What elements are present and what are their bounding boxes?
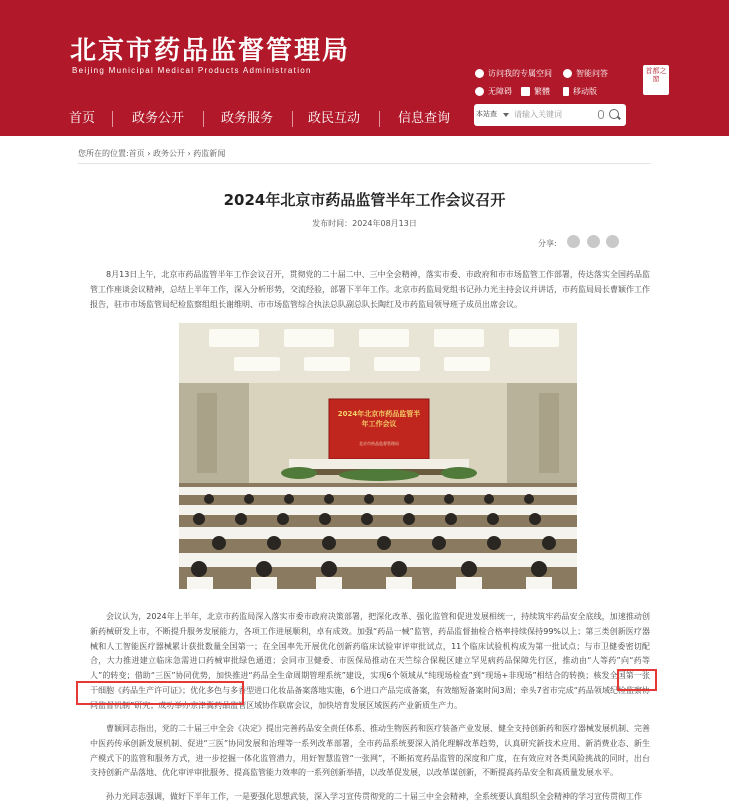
meeting-photo: [179, 323, 577, 589]
weibo-icon[interactable]: [587, 235, 600, 248]
article-paragraph-4: 孙力光同志强调，做好下半年工作，一是要强化思想武装，深入学习宣传贯彻党的二十届三中全会精神，全系统要认真组织全会精神的学习宣传贯彻工作: [106, 792, 642, 801]
favorite-icon[interactable]: [606, 235, 619, 248]
meeting-photo-illustration: [179, 323, 577, 589]
site-title[interactable]: 北京市药品监督管理局: [70, 36, 351, 66]
traditional-chinese-link[interactable]: 繁體: [521, 86, 550, 97]
chevron-down-icon[interactable]: [503, 113, 509, 117]
nav-divider: [292, 111, 293, 127]
capital-window-logo[interactable]: 首都之窗: [643, 65, 669, 95]
nav-divider: [112, 111, 113, 127]
search-box: [474, 104, 626, 126]
article-paragraph-2: 会议认为，2024年上半年，北京市药监局深入落实市委市政府决策部署，把深化改革、强化监管和促进发展相统一，持续筑牢药品安全底线，加速推动创新药械研发上市，不断提升服务发展能力，各项工作进展顺利，卓有成效。加强“药品一械”监管，药品监督抽检合格率持续保持99%以上；第三类创新医疗器械和人工智能医疗器械累计获批数量全国第一；在全国率先开展优化创新药临床试验审评审批试点，11个临床试验机构成为第一批试点；与市卫健委密切配合，大力推进建立临床急需进口药械审批绿色通道；会同市卫健委、市医保局推动在天竺综合保税区建立罕见病药品保障先行区，推动由“人等药”向“药等人”的转变；借助“三医”协同优势，加快推进“药品全生命周期管理系统”建设，实现6个领域从“纯现场检查”到“现场+非现场”相结合的转换；核发全国第一张干细胞《药品生产许可证》；优化多色与多香型进口化妆品备案落地实施，6个进口产品完成备案，有效缩短备案时间3周；牵头7省市完成“药品领域纪检监察协同监督机制”研究；成功举办京津冀药品监管区域协作联席会议，加快培育发展区域医药产业新质生产力。: [90, 612, 650, 710]
breadcrumb[interactable]: 您所在的位置:首页 › 政务公开 › 药监新闻: [78, 149, 226, 158]
user-icon: [475, 69, 484, 78]
highlight-box: [76, 681, 244, 705]
traditional-icon: [521, 87, 530, 96]
article-paragraph-3: 曹颖同志指出，党的二十届三中全会《决定》提出完善药品安全责任体系、推动生物医药和医疗装备产业发展、健全支持创新药和医疗器械发展机制、完善中医药传承创新发展机制、促进“三医”协同发展和治理等一系列改革部署，全市药品系统要深入消化理解改革趋势，认真研究新技术应用、新消费业态、新生产模式下的监管和服务方式，进一步挖掘一体化监管潜力，用好智慧监管“一张网”，不断拓宽药品监管的深度和广度，在有效应对各类风险挑战的同时，出台支持创新产品落地、优化审评审批服务、提高监管能力效率的一系列创新举措，以改革促发展，以改革谋创新，不断提高药品安全和高质量发展水平。: [90, 724, 650, 778]
nav-divider: [203, 111, 204, 127]
highlight-box: [617, 669, 657, 691]
smart-qa-link[interactable]: 智能问答: [563, 68, 608, 79]
search-icon[interactable]: [609, 109, 619, 119]
microphone-icon[interactable]: [598, 110, 604, 119]
site-subtitle: Beijing Municipal Medical Products Administration: [72, 66, 312, 75]
mobile-link[interactable]: 移动版: [563, 86, 597, 97]
nav-home[interactable]: 首页: [68, 111, 95, 126]
accessibility-icon: [475, 87, 484, 96]
accessibility-link[interactable]: 无障碍: [475, 86, 512, 97]
nav-gov-affairs-public[interactable]: 政务公开: [131, 111, 184, 126]
article-paragraph-1: 8月13日上午，北京市药品监管半年工作会议召开，贯彻党的二十届二中、三中全会精神，落实市委、市政府和市市场监管工作部署，传达落实全国药品监管工作座谈会议精神，总结上半年工作，深入分析形势，交流经验，部署下半年工作。北京市药监局党组书记孙力光主持会议并讲话，市药监局局长曹颖作工作报告，驻市市场监管局纪检监察组组长谢维明、市市场监管综合执法总队副总队长陶红及市药监局领导班子成员出席会议。: [90, 270, 650, 309]
search-input[interactable]: 请输入关键词: [514, 110, 562, 119]
publish-time: 发布时间：2024年08月13日: [312, 219, 417, 228]
nav-divider: [379, 111, 380, 127]
screen-banner-org: 北京市药品监督管理局: [359, 441, 399, 446]
mobile-icon: [563, 87, 569, 96]
site-header: [0, 0, 729, 136]
search-scope-select[interactable]: 本站查: [476, 110, 497, 118]
share-label: 分享:: [538, 239, 557, 248]
nav-info-query[interactable]: 信息查询: [397, 111, 450, 126]
nav-gov-services[interactable]: 政务服务: [220, 111, 273, 126]
personal-space-link[interactable]: 访问我的专属空间: [475, 68, 552, 79]
divider: [78, 163, 651, 164]
wechat-icon[interactable]: [567, 235, 580, 248]
nav-interaction[interactable]: 政民互动: [307, 111, 360, 126]
screen-banner-title: 2024年北京市药品监管半年工作会议: [337, 410, 421, 428]
article-title: 2024年北京市药品监管半年工作会议召开: [223, 191, 506, 209]
robot-icon: [563, 69, 572, 78]
